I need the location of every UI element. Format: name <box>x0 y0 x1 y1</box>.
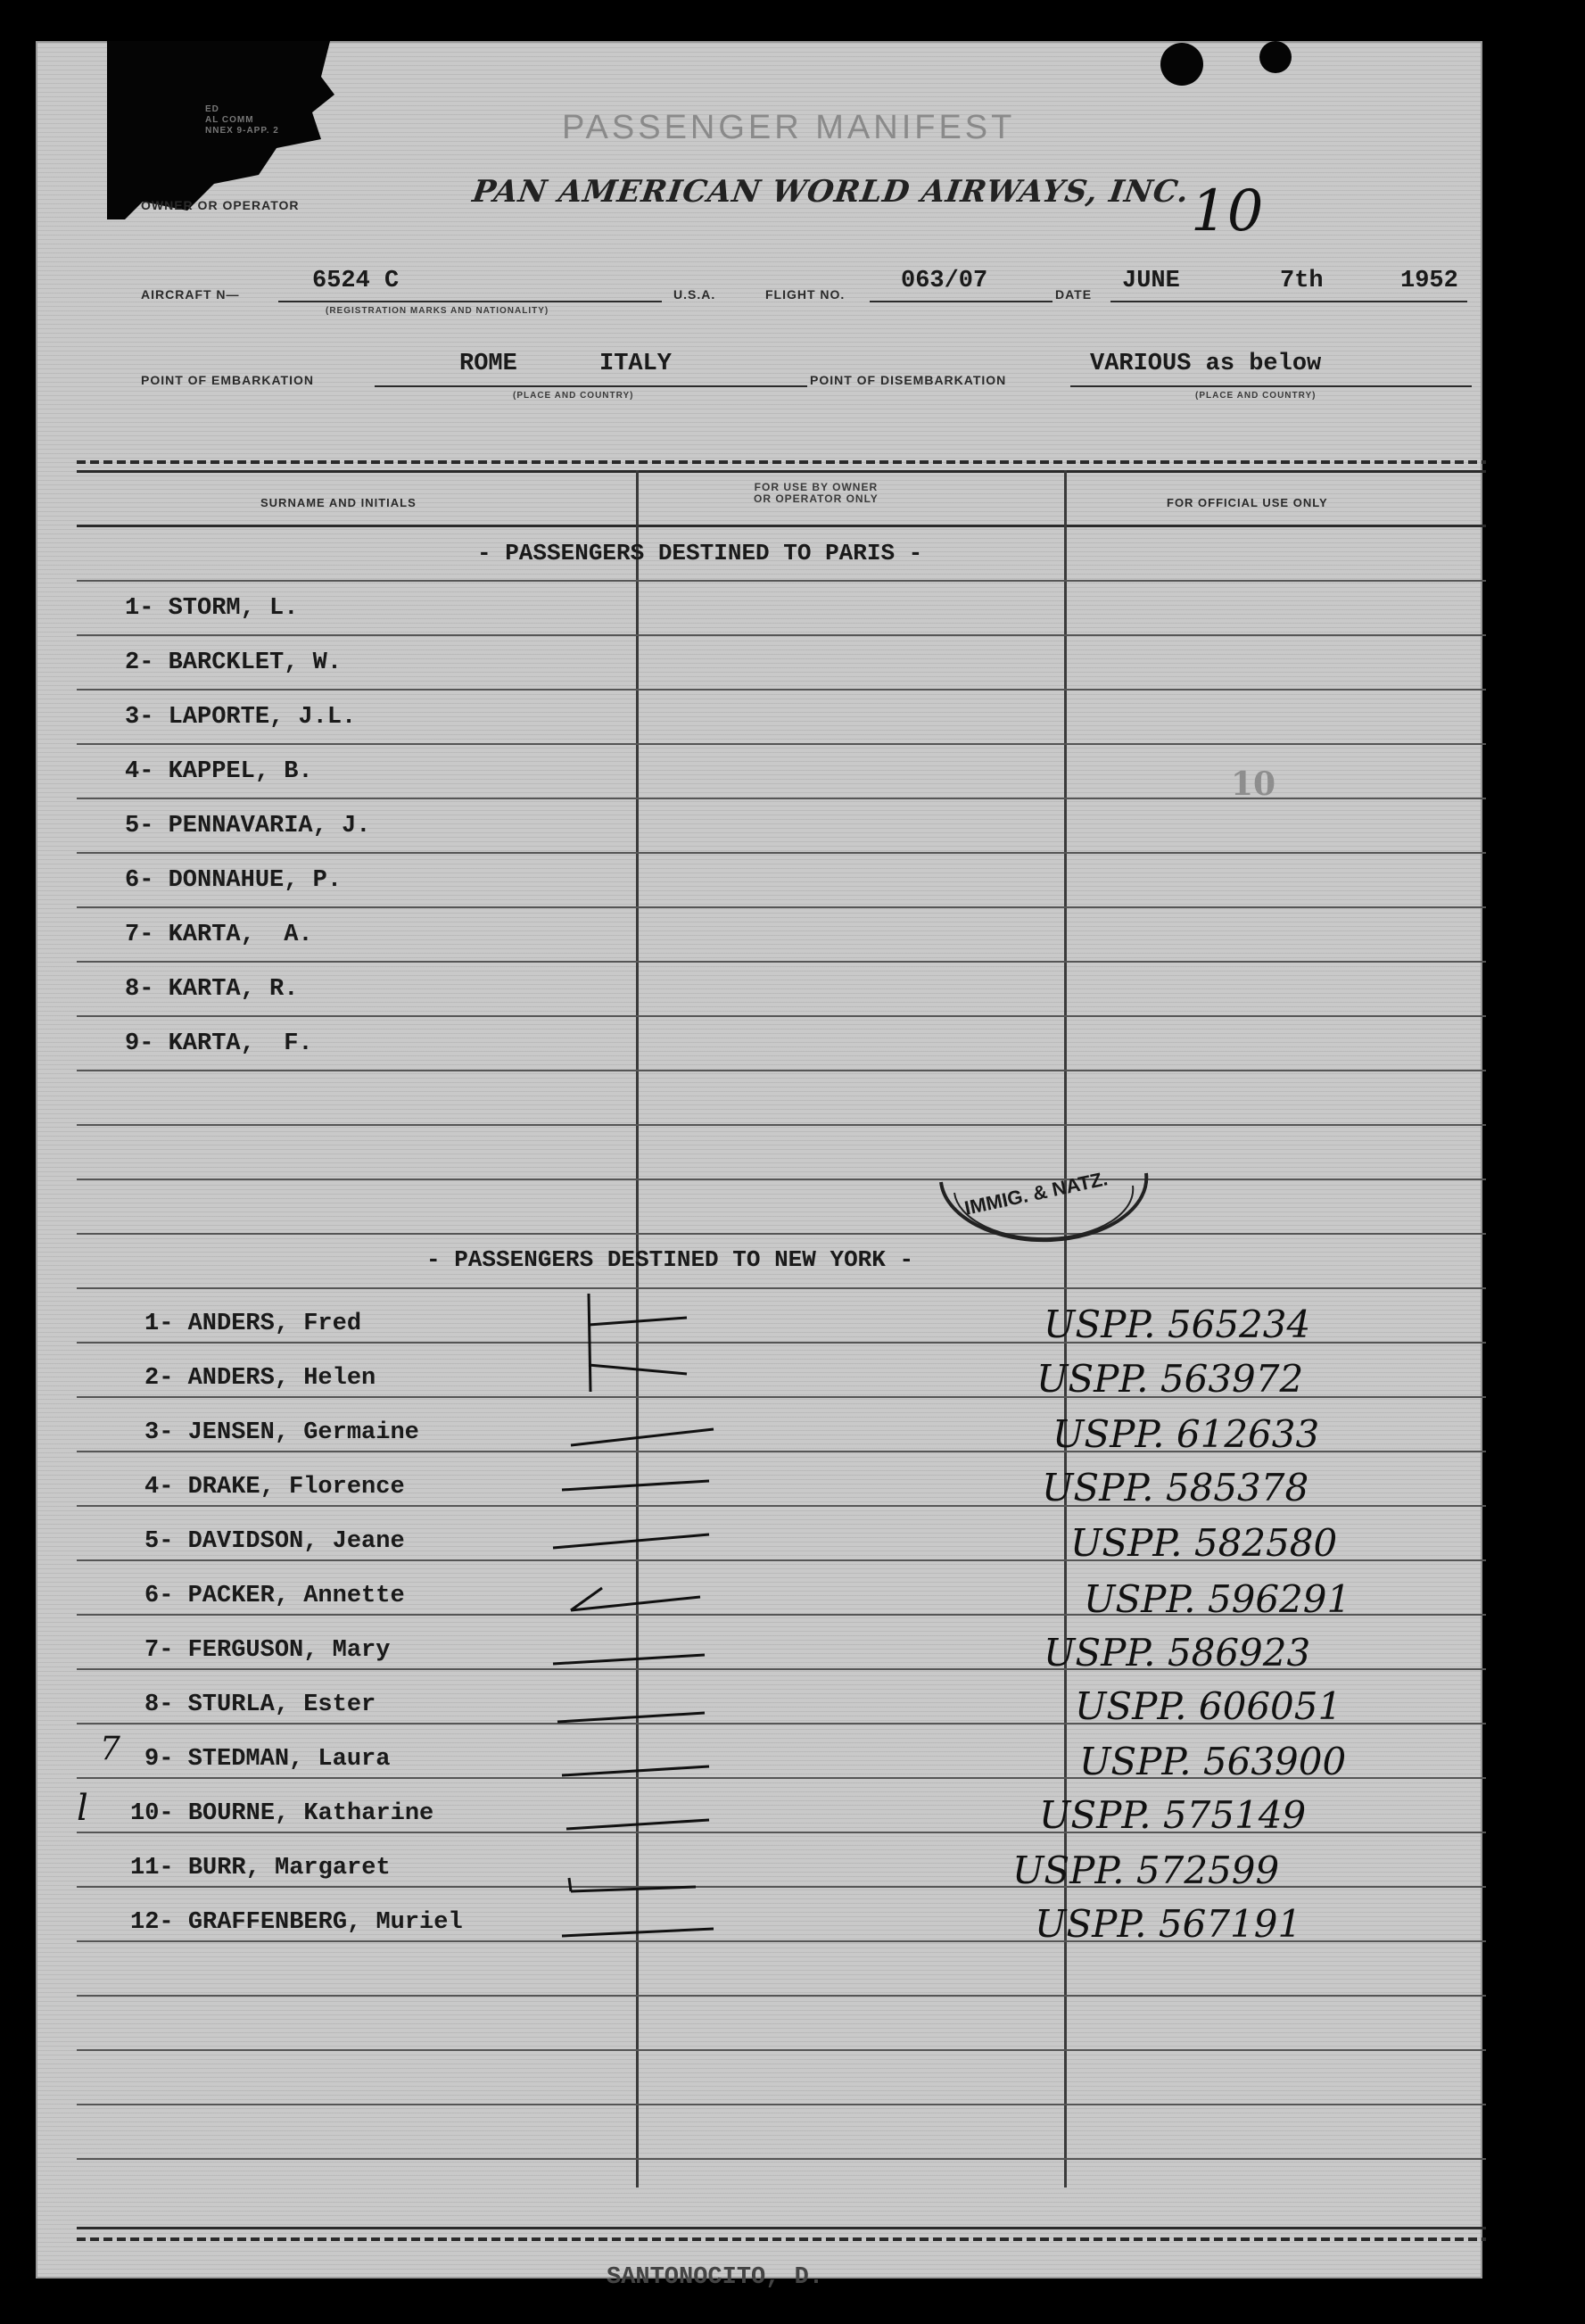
list-item <box>144 1637 390 1664</box>
passport-number: USPP. 567191 <box>1035 1902 1302 1946</box>
list-item <box>144 1474 405 1501</box>
list-item <box>125 1030 313 1057</box>
passenger-name: JENSEN, Germaine <box>187 1419 419 1446</box>
aircraft-value: 6524 C <box>312 268 400 294</box>
passenger-name: BURR, Margaret <box>187 1855 391 1882</box>
list-item <box>144 1528 405 1555</box>
owner-label: OWNER OR OPERATOR <box>141 198 300 212</box>
passenger-name: KARTA, A. <box>168 922 313 948</box>
passport-number: USPP. 563900 <box>1079 1740 1347 1783</box>
list-item <box>144 1311 361 1337</box>
table-top-rule <box>77 470 1486 473</box>
passport-number: USPP. 586923 <box>1044 1631 1311 1675</box>
list-item <box>125 649 342 676</box>
list-item <box>125 976 298 1003</box>
passenger-name: ANDERS, Helen <box>187 1365 376 1392</box>
passenger-name: KARTA, F. <box>168 1030 313 1057</box>
row-rule <box>77 1995 1486 1997</box>
row-number: 4- <box>125 758 154 785</box>
row-number: 2- <box>144 1365 174 1392</box>
list-item <box>125 813 370 839</box>
passenger-name: BARCKLET, W. <box>168 649 343 676</box>
row-rule <box>77 634 1486 636</box>
list-item <box>125 758 313 785</box>
embark-line <box>375 385 807 387</box>
disembark-value: VARIOUS as below <box>1090 351 1322 377</box>
list-item <box>144 1746 390 1773</box>
embark-city: ROME <box>459 351 517 377</box>
row-number: 5- <box>125 813 154 839</box>
list-item <box>144 1419 419 1446</box>
table-bottom-rule <box>77 2227 1486 2229</box>
row-rule <box>77 1070 1486 1071</box>
date-label: DATE <box>1055 287 1093 302</box>
passenger-name: PENNAVARIA, J. <box>168 813 371 839</box>
row-number: 4- <box>144 1474 174 1501</box>
row-rule <box>77 1179 1486 1180</box>
passenger-name: KAPPEL, B. <box>168 758 313 785</box>
row-number: 8- <box>144 1691 174 1718</box>
passenger-name: FERGUSON, Mary <box>187 1637 391 1664</box>
embark-sub: (PLACE AND COUNTRY) <box>513 391 634 401</box>
passport-number: USPP. 582580 <box>1070 1521 1338 1565</box>
row-number: 11- <box>130 1855 174 1882</box>
faint-stamp-number: 10 <box>1231 765 1276 803</box>
passport-number: USPP. 563972 <box>1036 1357 1304 1401</box>
list-item <box>125 922 313 948</box>
row-rule <box>77 1233 1486 1235</box>
disembark-sub: (PLACE AND COUNTRY) <box>1195 391 1317 401</box>
passport-number: USPP. 596291 <box>1084 1577 1351 1621</box>
aircraft-line <box>278 301 662 302</box>
row-number: 2- <box>125 649 154 676</box>
row-number: 6- <box>144 1583 174 1609</box>
row-rule <box>77 743 1486 745</box>
form-title: PASSENGER MANIFEST <box>562 109 1016 146</box>
embark-country: ITALY <box>599 351 673 377</box>
row-rule <box>77 1287 1486 1289</box>
date-month: JUNE <box>1122 268 1180 294</box>
table-top-rule <box>77 460 1486 464</box>
check-marks <box>535 1285 740 1963</box>
column-header-line: FOR USE BY OWNER <box>754 481 879 493</box>
row-rule <box>77 2049 1486 2051</box>
footer-name: SANTONOCITO, D. <box>607 2264 824 2291</box>
row-number: 7- <box>144 1637 174 1664</box>
column-header-line: OR OPERATOR ONLY <box>754 492 879 505</box>
passenger-name: LAPORTE, J.L. <box>168 704 357 731</box>
immigration-stamp-text: IMMIG. & NATZ. <box>962 1167 1110 1220</box>
list-item <box>130 1909 463 1936</box>
row-number: 1- <box>144 1311 174 1337</box>
row-number: 7- <box>125 922 154 948</box>
column-header-official-use: FOR OFFICIAL USE ONLY <box>1167 496 1328 509</box>
passenger-name: DRAKE, Florence <box>187 1474 405 1501</box>
date-day: 7th <box>1280 268 1324 294</box>
row-rule <box>77 1015 1486 1017</box>
row-number: 10- <box>130 1800 174 1827</box>
list-item <box>130 1800 433 1827</box>
disembark-label: POINT OF DISEMBARKATION <box>810 373 1007 387</box>
disembark-line <box>1070 385 1472 387</box>
aircraft-sub: (REGISTRATION MARKS AND NATIONALITY) <box>326 306 549 316</box>
flight-value: 063/07 <box>901 268 988 294</box>
passenger-name: DAVIDSON, Jeane <box>187 1528 405 1555</box>
row-number: 8- <box>125 976 154 1003</box>
row-rule <box>77 906 1486 908</box>
passenger-name: BOURNE, Katharine <box>187 1800 434 1827</box>
list-item <box>144 1365 376 1392</box>
passenger-name: ANDERS, Fred <box>187 1311 362 1337</box>
list-item <box>125 704 356 731</box>
date-year: 1952 <box>1400 268 1458 294</box>
list-item <box>130 1855 391 1882</box>
section-heading-paris: - PASSENGERS DESTINED TO PARIS - <box>477 540 923 567</box>
margin-mark: 7 <box>100 1731 120 1767</box>
table-header-rule <box>77 525 1486 527</box>
passenger-name: KARTA, R. <box>168 976 299 1003</box>
row-number: 12- <box>130 1909 174 1936</box>
margin-mark: l <box>77 1788 88 1829</box>
passport-number: USPP. 585378 <box>1042 1466 1309 1509</box>
flight-line <box>870 301 1053 302</box>
row-number: 6- <box>125 867 154 894</box>
row-rule <box>77 1124 1486 1126</box>
flight-label: FLIGHT NO. <box>765 287 846 302</box>
passenger-name: STURLA, Ester <box>187 1691 376 1718</box>
table-bottom-rule <box>77 2237 1486 2241</box>
row-number: 3- <box>144 1419 174 1446</box>
passport-number: USPP. 612633 <box>1053 1412 1320 1456</box>
date-line <box>1110 301 1467 302</box>
list-item <box>144 1583 405 1609</box>
row-rule <box>77 961 1486 963</box>
passport-number: USPP. 575149 <box>1039 1793 1307 1837</box>
row-number: 3- <box>125 704 154 731</box>
section-heading-new-york: - PASSENGERS DESTINED TO NEW YORK - <box>426 1246 914 1273</box>
passport-number: USPP. 606051 <box>1075 1684 1342 1728</box>
embark-label: POINT OF EMBARKATION <box>141 373 314 387</box>
row-rule <box>77 689 1486 691</box>
punch-hole-1 <box>1155 41 1209 95</box>
passport-number: USPP. 572599 <box>1012 1848 1280 1892</box>
passenger-name: DONNAHUE, P. <box>168 867 343 894</box>
corner-note-line: NNEX 9-APP. 2 <box>205 126 279 136</box>
corner-note-line: AL COMM <box>205 115 254 125</box>
aircraft-label: AIRCRAFT N— <box>141 287 240 302</box>
passenger-name: PACKER, Annette <box>187 1583 405 1609</box>
row-rule <box>77 2104 1486 2105</box>
passenger-name: STORM, L. <box>168 595 299 622</box>
passenger-name: STEDMAN, Laura <box>187 1746 391 1773</box>
row-rule <box>77 2158 1486 2160</box>
column-header-surname: SURNAME AND INITIALS <box>260 496 417 509</box>
punch-hole-2 <box>1249 41 1302 86</box>
row-rule <box>77 852 1486 854</box>
row-number: 1- <box>125 595 154 622</box>
corner-note-line: ED <box>205 104 219 114</box>
owner-value: PAN AMERICAN WORLD AIRWAYS, INC. <box>470 174 1192 210</box>
list-item <box>144 1691 376 1718</box>
row-number: 9- <box>144 1746 174 1773</box>
passenger-name: GRAFFENBERG, Muriel <box>187 1909 463 1936</box>
list-item <box>125 867 342 894</box>
page-mark: 10 <box>1191 178 1264 244</box>
row-number: 5- <box>144 1528 174 1555</box>
row-number: 9- <box>125 1030 154 1057</box>
column-header-owner-use <box>754 482 879 505</box>
corner-note <box>205 104 279 136</box>
usa-label: U.S.A. <box>673 287 716 302</box>
list-item <box>125 595 298 622</box>
row-rule <box>77 580 1486 582</box>
passport-number: USPP. 565234 <box>1044 1303 1311 1346</box>
